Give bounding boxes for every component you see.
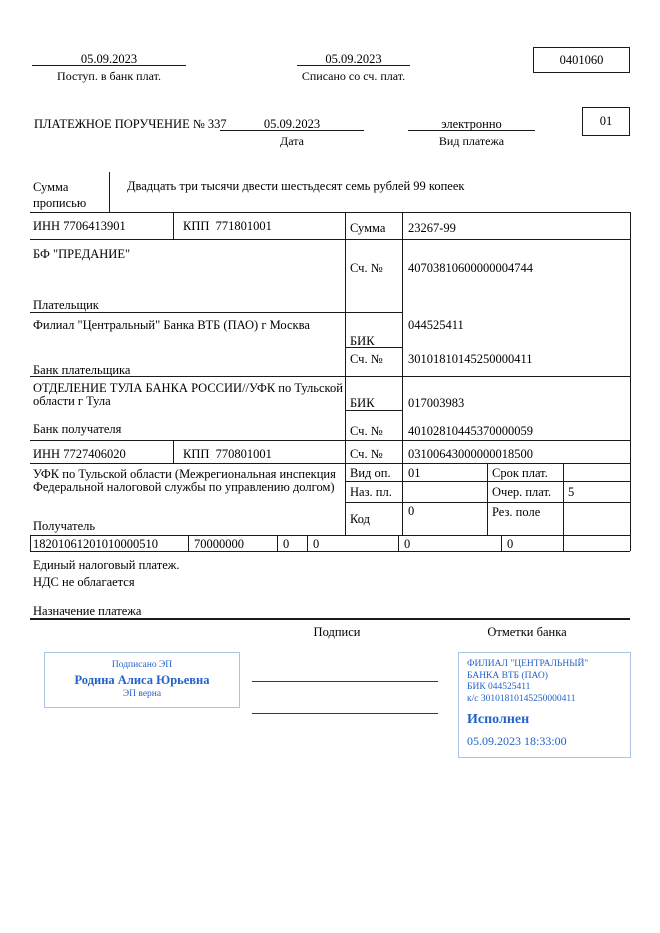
bank-stamp-datetime: 05.09.2023 18:33:00	[467, 734, 567, 748]
amount-words-label: Сумма прописью	[33, 180, 87, 210]
eds-verified-label: ЭП верна	[122, 689, 162, 699]
payer-bank-name: Филиал "Центральный" Банка ВТБ (ПАО) г Москва	[33, 318, 310, 332]
bank-stamp-status: Исполнен	[467, 712, 530, 727]
purpose-line1: Единый налоговый платеж.	[33, 558, 180, 572]
payer-account-label: Сч. №	[350, 261, 383, 275]
payee-bank-name-line1: ОТДЕЛЕНИЕ ТУЛА БАНКА РОССИИ//УФК по Тульской	[33, 381, 343, 395]
document-date: 05.09.2023	[263, 117, 321, 131]
debited-date: 05.09.2023	[325, 52, 382, 66]
kbk-border-0	[30, 535, 31, 551]
kbk-border-2	[277, 535, 278, 551]
table-right-border	[630, 212, 631, 551]
signatures-label: Подписи	[313, 625, 361, 639]
label-column-divider-right	[402, 212, 403, 535]
payee-bank-label: Банк получателя	[33, 422, 122, 436]
payment-kind-label: Вид платежа	[438, 134, 505, 148]
payee-bank-bik-divider	[345, 410, 402, 411]
payment-kind: электронно	[441, 117, 502, 131]
payer-underline	[30, 312, 402, 313]
payee-kpp: КПП 770801001	[183, 447, 272, 461]
payment-basis-value: 0	[283, 537, 290, 551]
status-code: 01	[599, 114, 613, 128]
payer-label: Плательщик	[33, 298, 99, 312]
eds-signed-label: Подписано ЭП	[111, 660, 173, 670]
doc-date-value: 0	[507, 537, 514, 551]
eds-signer-name: Родина Алиса Юрьевна	[74, 673, 210, 687]
row-line-4	[30, 440, 630, 441]
ocher-plat-value: 5	[568, 485, 575, 499]
payer-name: БФ "ПРЕДАНИЕ"	[33, 247, 131, 261]
bank-marks-label: Отметки банка	[487, 625, 567, 639]
payer-bank-account: 30101810145250000411	[408, 352, 533, 366]
purpose-underline	[30, 618, 630, 620]
payer-bank-account-label: Сч. №	[350, 352, 383, 366]
payee-bank-bik: 017003983	[408, 396, 465, 410]
tax-period-value: 0	[313, 537, 320, 551]
payer-inn: ИНН 7706413901	[33, 219, 126, 233]
eds-stamp	[44, 652, 240, 708]
signature-line-1	[252, 681, 438, 682]
payee-bank-account: 40102810445370000059	[408, 424, 533, 438]
amount-words-divider	[109, 172, 110, 212]
kbk-row-top-line	[30, 535, 630, 536]
document-date-line	[220, 130, 364, 131]
payee-account-label: Сч. №	[350, 447, 383, 461]
ocher-plat-label: Очер. плат.	[492, 485, 552, 499]
kbk-row-bottom-line	[30, 551, 630, 552]
debited-date-label: Списано со сч. плат.	[301, 69, 406, 83]
label-column-divider-left	[345, 212, 346, 535]
payer-bank-label: Банк плательщика	[33, 363, 131, 377]
form-code-box	[533, 47, 630, 73]
row-line-3	[30, 376, 630, 377]
payee-account: 03100643000000018500	[408, 447, 533, 461]
form-code: 0401060	[559, 52, 604, 67]
sum-value: 23267-99	[408, 221, 456, 235]
row-line-5	[30, 463, 630, 464]
doc-number-value: 0	[404, 537, 411, 551]
bank-stamp-name: ФИЛИАЛ "ЦЕНТРАЛЬНЫЙ" БАНКА ВТБ (ПАО)	[467, 659, 589, 681]
payer-bank-bik-label: БИК	[350, 334, 375, 348]
oktmo-value: 70000000	[194, 537, 244, 551]
kbk-value: 18201061201010000510	[33, 537, 158, 551]
kod-label: Код	[350, 512, 370, 526]
op-column-divider-2	[563, 463, 564, 535]
debited-date-line	[297, 65, 410, 66]
inn-kpp-divider-2	[173, 440, 174, 463]
payer-bank-bik-divider	[345, 347, 402, 348]
payee-bank-name-line2: области г Тула	[33, 394, 111, 408]
row-line-1	[30, 212, 630, 213]
payee-inn: ИНН 7727406020	[33, 447, 126, 461]
kbk-border-5	[501, 535, 502, 551]
sum-label: Сумма	[350, 221, 386, 235]
kod-value: 0	[408, 504, 415, 518]
payer-account: 40703810600000004744	[408, 261, 533, 275]
payee-label: Получатель	[33, 519, 96, 533]
kbk-border-1	[188, 535, 189, 551]
signature-line-2	[252, 713, 438, 714]
status-code-box	[582, 107, 630, 136]
vid-op-label: Вид оп.	[350, 466, 391, 480]
payer-bank-bik: 044525411	[408, 318, 464, 332]
payee-bank-bik-label: БИК	[350, 396, 375, 410]
rez-pole-label: Рез. поле	[492, 505, 541, 519]
srok-plat-label: Срок плат.	[492, 466, 548, 480]
payee-bank-account-label: Сч. №	[350, 424, 383, 438]
row-line-2	[30, 239, 630, 240]
bank-stamp-bik: БИК 044525411	[467, 682, 531, 692]
purpose-line2: НДС не облагается	[33, 575, 135, 589]
bank-stamp	[458, 652, 631, 758]
received-date-line	[32, 65, 186, 66]
payee-name-line2: Федеральной налоговой службы по управлению долгом)	[33, 480, 335, 494]
document-date-label: Дата	[280, 134, 304, 148]
received-date-label: Поступ. в банк плат.	[57, 69, 161, 83]
kbk-border-6	[563, 535, 564, 551]
payment-kind-line	[408, 130, 535, 131]
kbk-border-3	[307, 535, 308, 551]
naz-pl-label: Наз. пл.	[350, 485, 392, 499]
kbk-border-4	[398, 535, 399, 551]
vid-op-value: 01	[408, 466, 421, 480]
inn-kpp-divider-1	[173, 212, 174, 239]
document-title: ПЛАТЕЖНОЕ ПОРУЧЕНИЕ № 337	[34, 117, 227, 131]
op-column-divider-1	[487, 463, 488, 535]
payee-name-line1: УФК по Тульской области (Межрегиональная инспекция	[33, 467, 336, 481]
purpose-label: Назначение платежа	[33, 604, 142, 618]
bank-stamp-corr-account: к/с 30101810145250000411	[467, 693, 576, 704]
received-date: 05.09.2023	[80, 52, 138, 66]
payer-kpp: КПП 771801001	[183, 219, 272, 233]
amount-in-words: Двадцать три тысячи двести шестьдесят семь рублей 99 копеек	[127, 179, 465, 193]
